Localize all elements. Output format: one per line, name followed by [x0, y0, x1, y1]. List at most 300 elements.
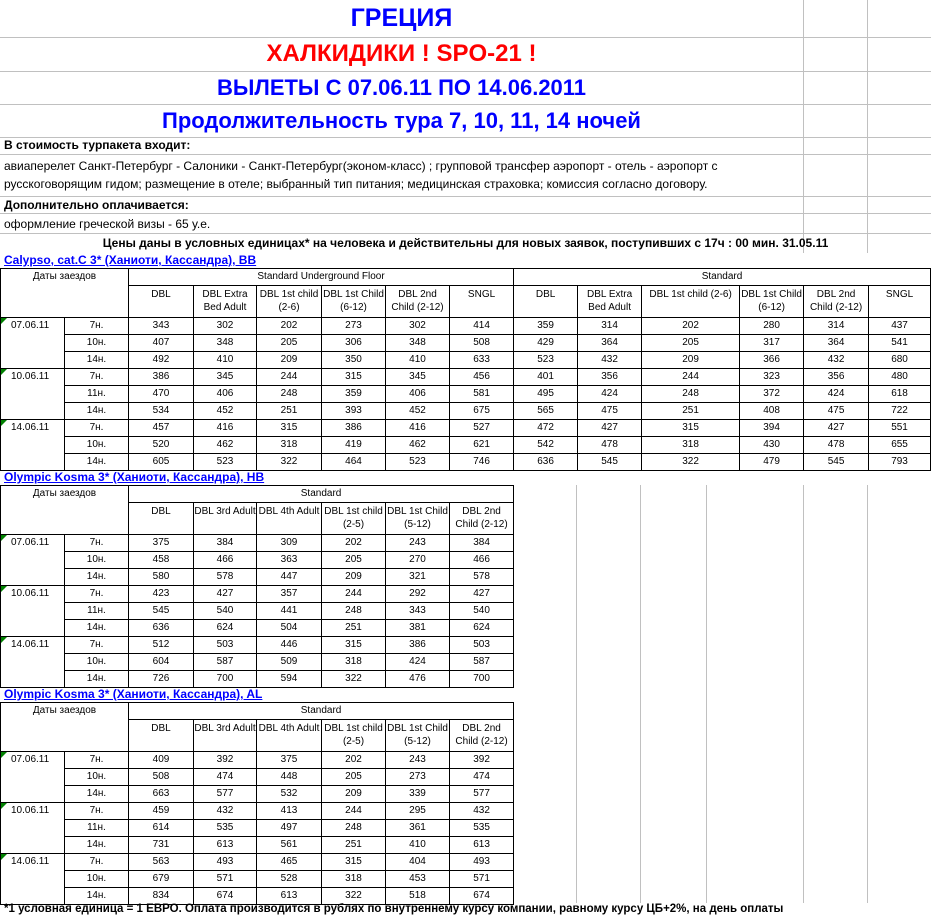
extra-heading: Дополнительно оплачивается:: [4, 198, 189, 212]
room-group-header: Standard: [129, 703, 514, 720]
price-cell: 345: [194, 369, 257, 386]
price-cell: 295: [386, 803, 450, 820]
price-cell: 722: [869, 403, 931, 420]
table-row: [1, 569, 514, 586]
price-cell: 441: [257, 603, 322, 620]
table-row: [1, 620, 514, 637]
price-cell: 621: [450, 437, 514, 454]
gridline: [0, 71, 931, 72]
price-cell: 317: [740, 335, 804, 352]
room-group-header: Standard Underground Floor: [129, 269, 514, 286]
price-cell: 318: [322, 871, 386, 888]
column-header: DBL: [129, 286, 194, 318]
price-cell: 545: [129, 603, 194, 620]
nights-cell: 10н.: [65, 437, 129, 454]
nights-cell: 7н.: [65, 803, 129, 820]
price-cell: 339: [386, 786, 450, 803]
table-row: [1, 854, 514, 871]
price-table-calypso: [0, 268, 931, 471]
gridline: [0, 154, 931, 155]
column-header: DBL 1st child (2-5): [322, 503, 386, 535]
price-cell: 532: [257, 786, 322, 803]
price-cell: 542: [514, 437, 578, 454]
price-cell: 520: [129, 437, 194, 454]
includes-heading: В стоимость турпакета входит:: [4, 138, 191, 152]
price-note: Цены даны в условных единицах* на человека и действительны для новых заявок, поступивших с 17ч : 00 мин. 31.05.11: [102, 236, 829, 250]
price-cell: 565: [514, 403, 578, 420]
title-departures: ВЫЛЕТЫ С 07.06.11 ПО 14.06.2011: [216, 75, 587, 100]
price-cell: 726: [129, 671, 194, 688]
price-cell: 427: [450, 586, 514, 603]
price-cell: 427: [804, 420, 869, 437]
price-cell: 244: [322, 586, 386, 603]
price-cell: 427: [578, 420, 642, 437]
column-header: DBL 1st Child (6-12): [322, 286, 386, 318]
price-cell: 462: [386, 437, 450, 454]
price-cell: 541: [869, 335, 931, 352]
price-cell: 492: [129, 352, 194, 369]
price-cell: 424: [804, 386, 869, 403]
nights-cell: 14н.: [65, 837, 129, 854]
price-cell: 416: [194, 420, 257, 437]
price-cell: 314: [578, 318, 642, 335]
nights-cell: 11н.: [65, 603, 129, 620]
gridline: [706, 485, 707, 903]
price-cell: 401: [514, 369, 578, 386]
nights-cell: 14н.: [65, 620, 129, 637]
table-row: [1, 769, 514, 786]
price-cell: 474: [194, 769, 257, 786]
price-cell: 248: [322, 603, 386, 620]
column-header: DBL 1st child (2-6): [257, 286, 322, 318]
price-cell: 432: [450, 803, 514, 820]
room-group-header: Standard: [514, 269, 931, 286]
nights-cell: 11н.: [65, 820, 129, 837]
nights-cell: 14н.: [65, 352, 129, 369]
price-cell: 413: [257, 803, 322, 820]
price-cell: 834: [129, 888, 194, 905]
nights-cell: 10н.: [65, 552, 129, 569]
price-cell: 523: [514, 352, 578, 369]
arrival-date-cell: 10.06.11: [1, 369, 65, 420]
price-cell: 457: [129, 420, 194, 437]
nights-cell: 14н.: [65, 786, 129, 803]
price-cell: 318: [257, 437, 322, 454]
price-cell: 375: [129, 535, 194, 552]
price-cell: 408: [740, 403, 804, 420]
date-column-header: Даты заездов: [1, 703, 129, 752]
price-cell: 540: [194, 603, 257, 620]
gridline: [867, 485, 868, 903]
price-cell: 251: [322, 837, 386, 854]
price-cell: 497: [257, 820, 322, 837]
price-cell: 375: [257, 752, 322, 769]
price-cell: 508: [450, 335, 514, 352]
price-cell: 359: [514, 318, 578, 335]
hotel-3-name[interactable]: Olympic Kosma 3* (Ханиоти, Кассандра), AL: [4, 687, 263, 701]
price-cell: 209: [642, 352, 740, 369]
price-cell: 205: [322, 769, 386, 786]
price-cell: 315: [322, 637, 386, 654]
price-cell: 314: [804, 318, 869, 335]
table-row: [1, 786, 514, 803]
price-cell: 464: [322, 454, 386, 471]
price-cell: 359: [322, 386, 386, 403]
price-cell: 364: [804, 335, 869, 352]
price-cell: 356: [804, 369, 869, 386]
price-cell: 209: [322, 786, 386, 803]
price-cell: 394: [740, 420, 804, 437]
price-cell: 535: [450, 820, 514, 837]
price-cell: 393: [322, 403, 386, 420]
table-row: [1, 420, 931, 437]
price-cell: 350: [322, 352, 386, 369]
price-cell: 470: [129, 386, 194, 403]
price-cell: 578: [194, 569, 257, 586]
column-header: DBL 3rd Adult: [194, 503, 257, 535]
nights-cell: 14н.: [65, 671, 129, 688]
price-cell: 348: [194, 335, 257, 352]
price-cell: 437: [869, 318, 931, 335]
price-cell: 205: [322, 552, 386, 569]
price-cell: 315: [322, 369, 386, 386]
price-cell: 636: [514, 454, 578, 471]
price-cell: 251: [642, 403, 740, 420]
price-cell: 508: [129, 769, 194, 786]
price-cell: 587: [194, 654, 257, 671]
price-cell: 409: [129, 752, 194, 769]
price-cell: 202: [642, 318, 740, 335]
price-cell: 458: [129, 552, 194, 569]
arrival-date-cell: 07.06.11: [1, 318, 65, 369]
price-cell: 315: [257, 420, 322, 437]
price-cell: 493: [450, 854, 514, 871]
nights-cell: 14н.: [65, 454, 129, 471]
price-cell: 244: [642, 369, 740, 386]
column-header: DBL: [129, 720, 194, 752]
price-cell: 356: [578, 369, 642, 386]
price-cell: 243: [386, 535, 450, 552]
price-cell: 345: [386, 369, 450, 386]
price-cell: 613: [194, 837, 257, 854]
price-cell: 432: [194, 803, 257, 820]
price-cell: 518: [386, 888, 450, 905]
price-cell: 248: [257, 386, 322, 403]
gridline: [0, 196, 931, 197]
price-cell: 680: [869, 352, 931, 369]
price-cell: 479: [740, 454, 804, 471]
gridline: [803, 485, 804, 903]
table-row: [1, 535, 514, 552]
price-cell: 343: [386, 603, 450, 620]
column-header: DBL 2nd Child (2-12): [386, 286, 450, 318]
price-cell: 251: [257, 403, 322, 420]
price-cell: 381: [386, 620, 450, 637]
price-cell: 587: [450, 654, 514, 671]
room-group-header: Standard: [129, 486, 514, 503]
price-cell: 453: [386, 871, 450, 888]
table-column-header-row: [1, 286, 931, 318]
column-header: DBL 1st child (2-5): [322, 720, 386, 752]
price-cell: 270: [386, 552, 450, 569]
price-cell: 251: [322, 620, 386, 637]
price-cell: 292: [386, 586, 450, 603]
gridline: [0, 104, 931, 105]
price-cell: 432: [804, 352, 869, 369]
nights-cell: 11н.: [65, 386, 129, 403]
column-header: DBL 4th Adult: [257, 503, 322, 535]
price-cell: 448: [257, 769, 322, 786]
nights-cell: 7н.: [65, 369, 129, 386]
price-cell: 633: [450, 352, 514, 369]
price-cell: 343: [129, 318, 194, 335]
price-table-kosma-al: [0, 702, 514, 905]
price-cell: 392: [194, 752, 257, 769]
table-row: [1, 654, 514, 671]
price-cell: 384: [194, 535, 257, 552]
gridline: [0, 213, 931, 214]
price-cell: 551: [869, 420, 931, 437]
price-cell: 540: [450, 603, 514, 620]
price-cell: 493: [194, 854, 257, 871]
includes-line-1: авиаперелет Санкт-Петербург - Салоники - Санкт-Петербург(эконом-класс) ; групповой трансфер аэропорт - отель - аэропорт с: [4, 159, 718, 173]
price-cell: 404: [386, 854, 450, 871]
price-cell: 446: [257, 637, 322, 654]
price-cell: 248: [322, 820, 386, 837]
nights-cell: 10н.: [65, 871, 129, 888]
table-row: [1, 637, 514, 654]
hotel-1-name[interactable]: Calypso, cat.C 3* (Ханиоти, Кассандра), BB: [4, 253, 257, 267]
price-cell: 322: [322, 671, 386, 688]
table-row: [1, 552, 514, 569]
arrival-date-cell: 07.06.11: [1, 752, 65, 803]
price-cell: 447: [257, 569, 322, 586]
price-cell: 205: [257, 335, 322, 352]
price-cell: 416: [386, 420, 450, 437]
price-cell: 306: [322, 335, 386, 352]
column-header: DBL 4th Adult: [257, 720, 322, 752]
table-row: [1, 454, 931, 471]
column-header: DBL 1st Child (6-12): [740, 286, 804, 318]
price-cell: 700: [450, 671, 514, 688]
price-cell: 407: [129, 335, 194, 352]
price-cell: 613: [257, 888, 322, 905]
arrival-date-cell: 10.06.11: [1, 586, 65, 637]
price-cell: 202: [257, 318, 322, 335]
price-cell: 503: [194, 637, 257, 654]
price-cell: 302: [194, 318, 257, 335]
price-cell: 392: [450, 752, 514, 769]
price-cell: 663: [129, 786, 194, 803]
column-header: DBL Extra Bed Adult: [578, 286, 642, 318]
price-cell: 580: [129, 569, 194, 586]
arrival-date-cell: 14.06.11: [1, 420, 65, 471]
price-cell: 410: [386, 837, 450, 854]
price-cell: 209: [322, 569, 386, 586]
table-row: [1, 335, 931, 352]
table-row: [1, 586, 514, 603]
table-row: [1, 888, 514, 905]
table-row: [1, 437, 931, 454]
price-cell: 452: [194, 403, 257, 420]
price-cell: 577: [194, 786, 257, 803]
price-cell: 205: [642, 335, 740, 352]
title-region: ХАЛКИДИКИ ! SPO-21 !: [266, 40, 537, 67]
price-cell: 475: [804, 403, 869, 420]
price-cell: 244: [257, 369, 322, 386]
price-cell: 280: [740, 318, 804, 335]
price-cell: 309: [257, 535, 322, 552]
arrival-date-cell: 14.06.11: [1, 637, 65, 688]
price-cell: 321: [386, 569, 450, 586]
price-cell: 495: [514, 386, 578, 403]
price-cell: 315: [322, 854, 386, 871]
price-cell: 700: [194, 671, 257, 688]
price-cell: 571: [450, 871, 514, 888]
price-cell: 432: [578, 352, 642, 369]
price-cell: 534: [129, 403, 194, 420]
price-cell: 509: [257, 654, 322, 671]
price-cell: 528: [257, 871, 322, 888]
price-cell: 302: [386, 318, 450, 335]
price-cell: 465: [257, 854, 322, 871]
price-cell: 613: [450, 837, 514, 854]
price-cell: 581: [450, 386, 514, 403]
price-cell: 427: [194, 586, 257, 603]
price-cell: 679: [129, 871, 194, 888]
price-cell: 462: [194, 437, 257, 454]
price-cell: 348: [386, 335, 450, 352]
price-cell: 618: [869, 386, 931, 403]
price-cell: 466: [194, 552, 257, 569]
table-row: [1, 386, 931, 403]
price-cell: 424: [386, 654, 450, 671]
price-cell: 614: [129, 820, 194, 837]
price-cell: 273: [322, 318, 386, 335]
nights-cell: 14н.: [65, 403, 129, 420]
column-header: DBL 1st Child (5-12): [386, 720, 450, 752]
table-row: [1, 871, 514, 888]
gridline: [0, 233, 931, 234]
price-cell: 527: [450, 420, 514, 437]
nights-cell: 14н.: [65, 888, 129, 905]
price-cell: 674: [194, 888, 257, 905]
price-cell: 478: [804, 437, 869, 454]
price-cell: 561: [257, 837, 322, 854]
price-cell: 209: [257, 352, 322, 369]
nights-cell: 10н.: [65, 335, 129, 352]
price-cell: 410: [386, 352, 450, 369]
price-cell: 476: [386, 671, 450, 688]
title-duration: Продолжительность тура 7, 10, 11, 14 ночей: [162, 108, 641, 133]
price-cell: 594: [257, 671, 322, 688]
price-cell: 248: [642, 386, 740, 403]
price-cell: 363: [257, 552, 322, 569]
price-cell: 504: [257, 620, 322, 637]
footnote: *1 условная единица = 1 ЕВРО. Оплата производится в рублях по внутреннему курсу компании, равному курсу ЦБ+2%, на день оплаты: [4, 903, 784, 915]
price-cell: 406: [386, 386, 450, 403]
column-header: DBL 2nd Child (2-12): [804, 286, 869, 318]
table-row: [1, 352, 931, 369]
hotel-2-name[interactable]: Olympic Kosma 3* (Ханиоти, Кассандра), HB: [4, 470, 265, 484]
price-cell: 384: [450, 535, 514, 552]
price-cell: 459: [129, 803, 194, 820]
price-cell: 675: [450, 403, 514, 420]
title-country: ГРЕЦИЯ: [350, 4, 453, 32]
table-row: [1, 603, 514, 620]
price-cell: 478: [578, 437, 642, 454]
price-cell: 545: [578, 454, 642, 471]
price-cell: 322: [322, 888, 386, 905]
price-cell: 244: [322, 803, 386, 820]
price-cell: 480: [869, 369, 931, 386]
column-header: DBL 2nd Child (2-12): [450, 503, 514, 535]
table-group-header-row: [1, 703, 514, 720]
price-cell: 424: [578, 386, 642, 403]
price-cell: 624: [450, 620, 514, 637]
price-cell: 386: [129, 369, 194, 386]
price-cell: 322: [257, 454, 322, 471]
price-cell: 357: [257, 586, 322, 603]
price-cell: 372: [740, 386, 804, 403]
price-cell: 273: [386, 769, 450, 786]
nights-cell: 7н.: [65, 752, 129, 769]
nights-cell: 7н.: [65, 318, 129, 335]
table-group-header-row: [1, 269, 931, 286]
column-header: DBL 3rd Adult: [194, 720, 257, 752]
nights-cell: 14н.: [65, 569, 129, 586]
nights-cell: 10н.: [65, 769, 129, 786]
price-cell: 474: [450, 769, 514, 786]
nights-cell: 7н.: [65, 637, 129, 654]
price-cell: 318: [642, 437, 740, 454]
price-cell: 503: [450, 637, 514, 654]
gridline: [0, 37, 931, 38]
price-cell: 318: [322, 654, 386, 671]
price-cell: 577: [450, 786, 514, 803]
price-table-kosma-hb: [0, 485, 514, 688]
nights-cell: 7н.: [65, 854, 129, 871]
price-cell: 364: [578, 335, 642, 352]
price-cell: 361: [386, 820, 450, 837]
price-cell: 563: [129, 854, 194, 871]
price-cell: 731: [129, 837, 194, 854]
price-cell: 202: [322, 752, 386, 769]
price-cell: 243: [386, 752, 450, 769]
price-cell: 386: [322, 420, 386, 437]
price-cell: 636: [129, 620, 194, 637]
column-header: DBL Extra Bed Adult: [194, 286, 257, 318]
table-row: [1, 752, 514, 769]
table-row: [1, 837, 514, 854]
price-cell: 578: [450, 569, 514, 586]
table-group-header-row: [1, 486, 514, 503]
price-cell: 605: [129, 454, 194, 471]
price-cell: 423: [129, 586, 194, 603]
price-cell: 410: [194, 352, 257, 369]
price-cell: 674: [450, 888, 514, 905]
date-column-header: Даты заездов: [1, 269, 129, 318]
arrival-date-cell: 14.06.11: [1, 854, 65, 905]
price-cell: 523: [386, 454, 450, 471]
extra-line-1: оформление греческой визы - 65 у.е.: [4, 217, 211, 231]
price-cell: 456: [450, 369, 514, 386]
price-cell: 746: [450, 454, 514, 471]
price-cell: 475: [578, 403, 642, 420]
table-row: [1, 369, 931, 386]
price-cell: 202: [322, 535, 386, 552]
column-header: DBL: [129, 503, 194, 535]
